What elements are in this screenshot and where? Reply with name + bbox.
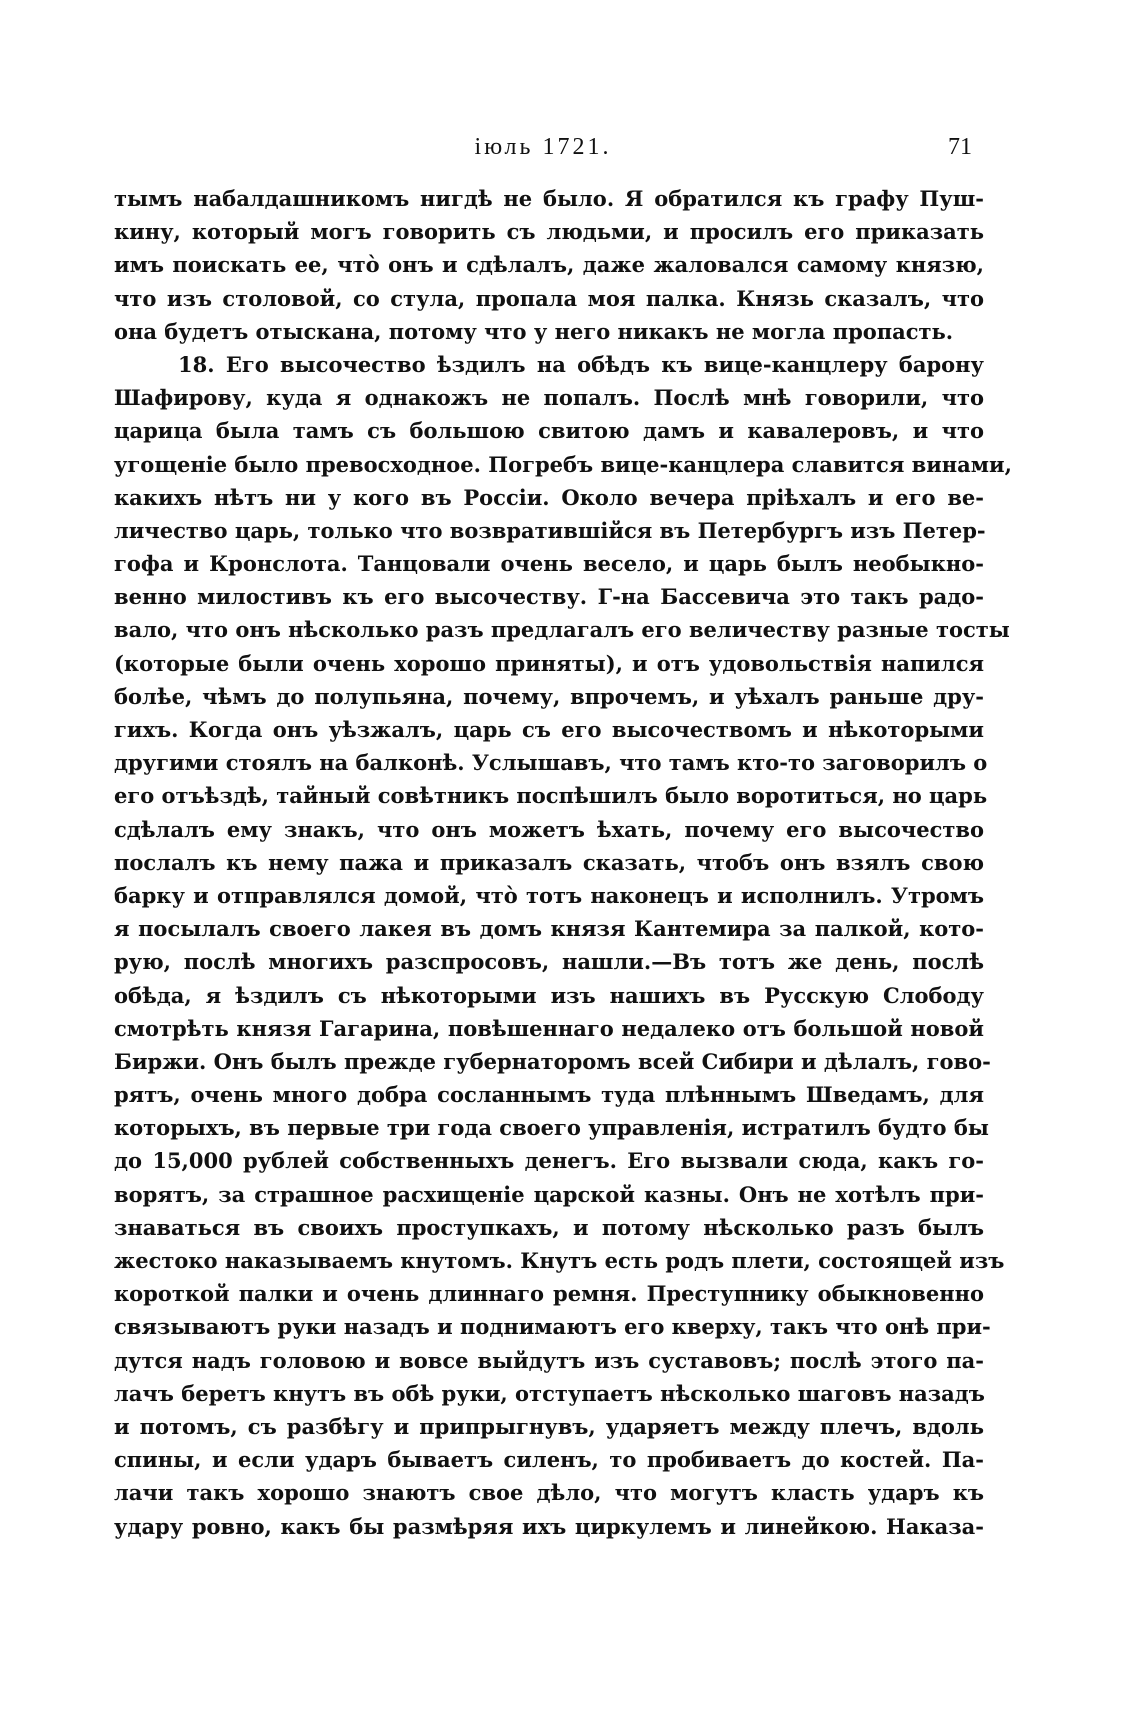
text-line: послалъ къ нему пажа и приказалъ сказать, чтобъ онъ взялъ свою <box>114 849 984 875</box>
text-line: знаваться въ своихъ проступкахъ, и потому нѣсколько разъ былъ <box>114 1214 984 1240</box>
text-line: и потомъ, съ разбѣгу и припрыгнувъ, ударяетъ между плечъ, вдоль <box>114 1413 984 1439</box>
text-line: другими стоялъ на балконѣ. Услышавъ, что тамъ кто-то заговорилъ о <box>114 750 988 776</box>
text-line: связываютъ руки назадъ и поднимаютъ его кверху, такъ что онѣ при- <box>114 1314 991 1340</box>
text-line: царица была тамъ съ большою свитою дамъ и кавалеровъ, и что <box>114 418 984 444</box>
text-line: тымъ набалдашникомъ нигдѣ не было. Я обратился къ графу Пуш- <box>114 186 984 211</box>
text-line: лачъ беретъ кнутъ въ обѣ руки, отступаетъ нѣсколько шаговъ назадъ <box>114 1380 985 1406</box>
text-line: какихъ нѣтъ ни у кого въ Россіи. Около вечера пріѣхалъ и его ве- <box>114 484 984 510</box>
text-line: обѣда, я ѣздилъ съ нѣкоторыми изъ нашихъ въ Русскую Слободу <box>114 982 984 1008</box>
text-line: ворятъ, за страшное расхищеніе царской казны. Онъ не хотѣлъ при- <box>114 1181 984 1207</box>
text-line: лачи такъ хорошо знаютъ свое дѣло, что могутъ класть ударъ къ <box>114 1480 984 1506</box>
text-line: короткой палки и очень длиннаго ремня. Преступнику обыкновенно <box>114 1281 984 1307</box>
running-head-title: іюль 1721. <box>474 134 612 160</box>
text-line: кину, который могъ говорить съ людьми, и просилъ его приказать <box>114 219 984 245</box>
text-line: рятъ, очень много добра сосланнымъ туда плѣннымъ Шведамъ, для <box>114 1082 984 1108</box>
text-line: имъ поискать ее, что̀ онъ и сдѣлалъ, даже жаловался самому князю, <box>114 252 984 278</box>
text-line: барку и отправлялся домой, что̀ тотъ наконецъ и исполнилъ. Утромъ <box>114 882 984 908</box>
text-line: (которые были очень хорошо приняты), и отъ удовольствія напился <box>114 650 984 676</box>
text-line: угощеніе было превосходное. Погребъ вице-канцлера славится винами, <box>114 451 1012 477</box>
text-line: что изъ столовой, со стула, пропала моя палка. Князь сказалъ, что <box>114 285 984 311</box>
running-head <box>114 134 972 168</box>
text-line: личество царь, только что возвратившійся въ Петербургъ изъ Петер- <box>114 517 986 543</box>
text-line: гихъ. Когда онъ уѣзжалъ, царь съ его высочествомъ и нѣкоторыми <box>114 717 984 742</box>
text-line: дутся надъ головою и вовсе выйдутъ изъ суставовъ; послѣ этого па- <box>114 1347 984 1373</box>
page-number: 71 <box>948 134 972 160</box>
text-line: его отъѣздѣ, тайный совѣтникъ поспѣшилъ было воротиться, но царь <box>114 783 988 809</box>
text-line: жестоко наказываемъ кнутомъ. Кнутъ есть родъ плети, состоящей изъ <box>114 1248 1005 1273</box>
text-line: я посылалъ своего лакея въ домъ князя Кантемира за палкой, кото- <box>114 916 984 942</box>
body-text <box>114 182 1012 1543</box>
text-line: до 15,000 рублей собственныхъ денегъ. Его вызвали сюда, какъ го- <box>114 1148 984 1174</box>
text-line: которыхъ, въ первые три года своего управленія, истратилъ будто бы <box>114 1115 989 1141</box>
text-line: Биржи. Онъ былъ прежде губернаторомъ всей Сибири и дѣлалъ, гово- <box>114 1048 991 1074</box>
text-line: сдѣлалъ ему знакъ, что онъ можетъ ѣхать, почему его высочество <box>114 816 984 842</box>
text-line: болѣе, чѣмъ до полупьяна, почему, впрочемъ, и уѣхалъ раньше дру- <box>114 683 984 709</box>
text-line: венно милостивъ къ его высочеству. Г-на Бассевича это такъ радо- <box>114 584 984 610</box>
text-line: рую, послѣ многихъ разспросовъ, нашли.—Въ тотъ же день, послѣ <box>114 949 984 975</box>
text-line: Шафирову, куда я однакожъ не попалъ. Послѣ мнѣ говорили, что <box>114 385 984 411</box>
text-line: удару ровно, какъ бы размѣряя ихъ циркулемъ и линейкою. Наказа- <box>114 1513 984 1539</box>
text-line: она будетъ отыскана, потому что у него никакъ не могла пропасть. <box>114 318 954 344</box>
text-line: гофа и Кронслота. Танцовали очень весело, и царь былъ необыкно- <box>114 551 984 577</box>
text-line: смотрѣть князя Гагарина, повѣшеннаго недалеко отъ большой новой <box>114 1015 984 1041</box>
text-line: вало, что онъ нѣсколько разъ предлагалъ его величеству разные тосты <box>114 617 1010 643</box>
text-line: 18. Его высочество ѣздилъ на обѣдъ къ вице-канцлеру барону <box>178 351 984 377</box>
text-line: спины, и если ударъ бываетъ силенъ, то пробиваетъ до костей. Па- <box>114 1447 984 1473</box>
